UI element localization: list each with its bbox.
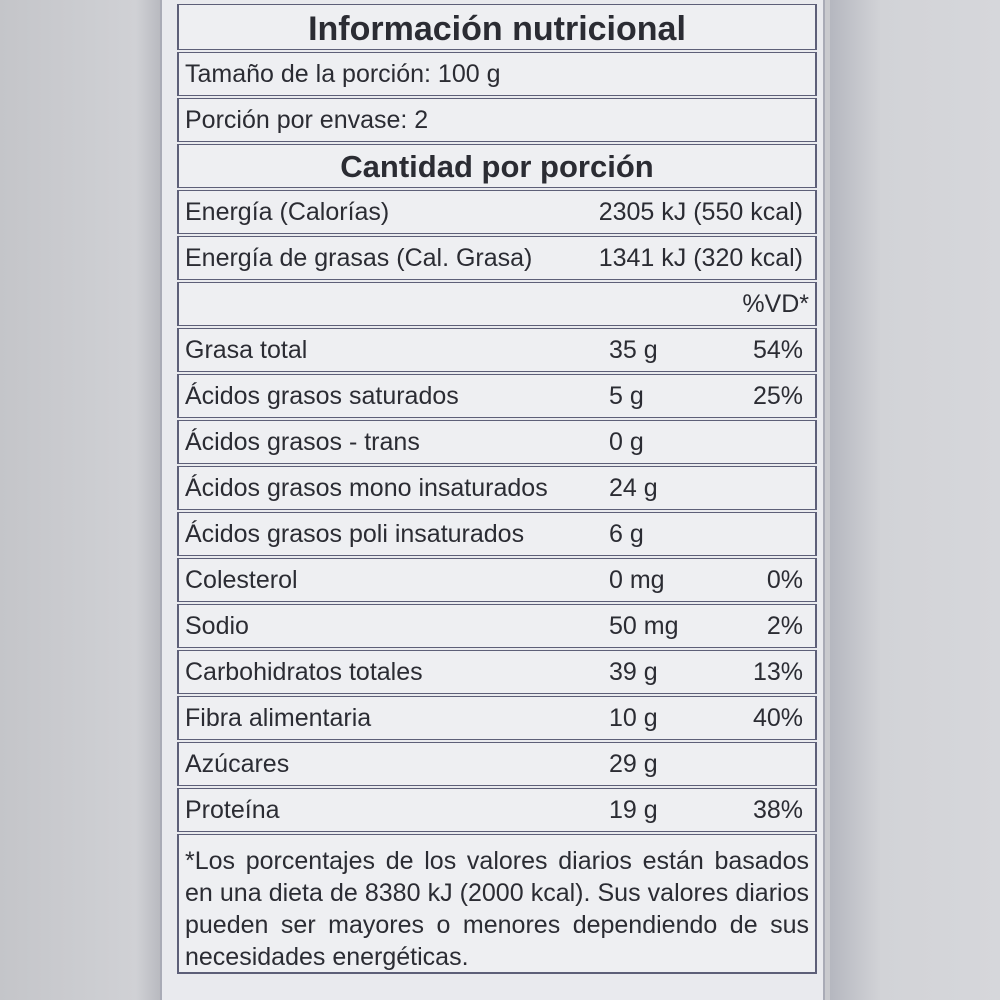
label-title: Información nutricional [177, 4, 817, 50]
nutrient-dv: 40% [752, 704, 803, 732]
nutrient-amount: 5 g [609, 382, 644, 410]
nutrient-dv: 0% [766, 566, 803, 594]
servings-per-container: Porción por envase: 2 [185, 106, 429, 134]
nutrient-amount: 0 mg [609, 566, 665, 594]
nutrient-name: Ácidos grasos - trans [185, 428, 420, 456]
nutrient-amount: 39 g [609, 658, 658, 686]
nutrient-row [177, 742, 817, 786]
nutrient-name: Grasa total [185, 336, 308, 364]
nutrient-row [177, 420, 817, 464]
nutrient-row [177, 512, 817, 556]
nutrient-row [177, 374, 817, 418]
nutrient-row [177, 466, 817, 510]
nutrient-amount: 6 g [609, 520, 644, 548]
nutrient-dv: 25% [752, 382, 803, 410]
nutrient-name: Proteína [185, 796, 280, 824]
nutrient-amount: 50 mg [609, 612, 679, 640]
energy-row [177, 190, 817, 234]
nutrient-dv: 54% [752, 336, 803, 364]
nutrient-row [177, 558, 817, 602]
dv-header: %VD* [742, 290, 809, 318]
nutrient-dv: 2% [766, 612, 803, 640]
nutrition-table [177, 4, 817, 974]
nutrient-name: Carbohidratos totales [185, 658, 423, 686]
nutrient-dv: 13% [752, 658, 803, 686]
nutrition-label [160, 0, 825, 1000]
nutrient-dv: 38% [752, 796, 803, 824]
nutrient-amount: 29 g [609, 750, 658, 778]
nutrient-row [177, 604, 817, 648]
amount-per-serving-heading: Cantidad por porción [177, 144, 817, 188]
nutrient-row [177, 788, 817, 832]
nutrient-amount: 35 g [609, 336, 658, 364]
nutrient-amount: 24 g [609, 474, 658, 502]
nutrient-name: Fibra alimentaria [185, 704, 372, 732]
background-right [830, 0, 1000, 1000]
energy-fat-value: 1341 kJ (320 kcal) [598, 244, 803, 272]
nutrient-name: Ácidos grasos mono insaturados [185, 474, 548, 502]
nutrient-name: Colesterol [185, 566, 298, 594]
dv-header-row [177, 282, 817, 326]
energy-fat-row [177, 236, 817, 280]
background-left [0, 0, 160, 1000]
servings-per-container-row [177, 98, 817, 142]
nutrient-amount: 10 g [609, 704, 658, 732]
nutrient-amount: 19 g [609, 796, 658, 824]
serving-size: Tamaño de la porción: 100 g [185, 60, 501, 88]
nutrient-name: Ácidos grasos saturados [185, 382, 459, 410]
nutrient-name: Azúcares [185, 750, 290, 778]
nutrient-name: Sodio [185, 612, 249, 640]
energy-value: 2305 kJ (550 kcal) [598, 198, 803, 226]
nutrient-row [177, 696, 817, 740]
footnote: *Los porcentajes de los valores diarios están basados en una dieta de 8380 kJ (2000 kcal). Sus valores diarios pueden ser mayores o menores dependiendo de sus necesidades energéticas. [177, 834, 817, 974]
energy-label: Energía (Calorías) [185, 198, 390, 226]
serving-size-row [177, 52, 817, 96]
nutrient-name: Ácidos grasos poli insaturados [185, 520, 525, 548]
nutrient-amount: 0 g [609, 428, 644, 456]
nutrient-row [177, 650, 817, 694]
nutrient-row [177, 328, 817, 372]
energy-fat-label: Energía de grasas (Cal. Grasa) [185, 244, 533, 272]
